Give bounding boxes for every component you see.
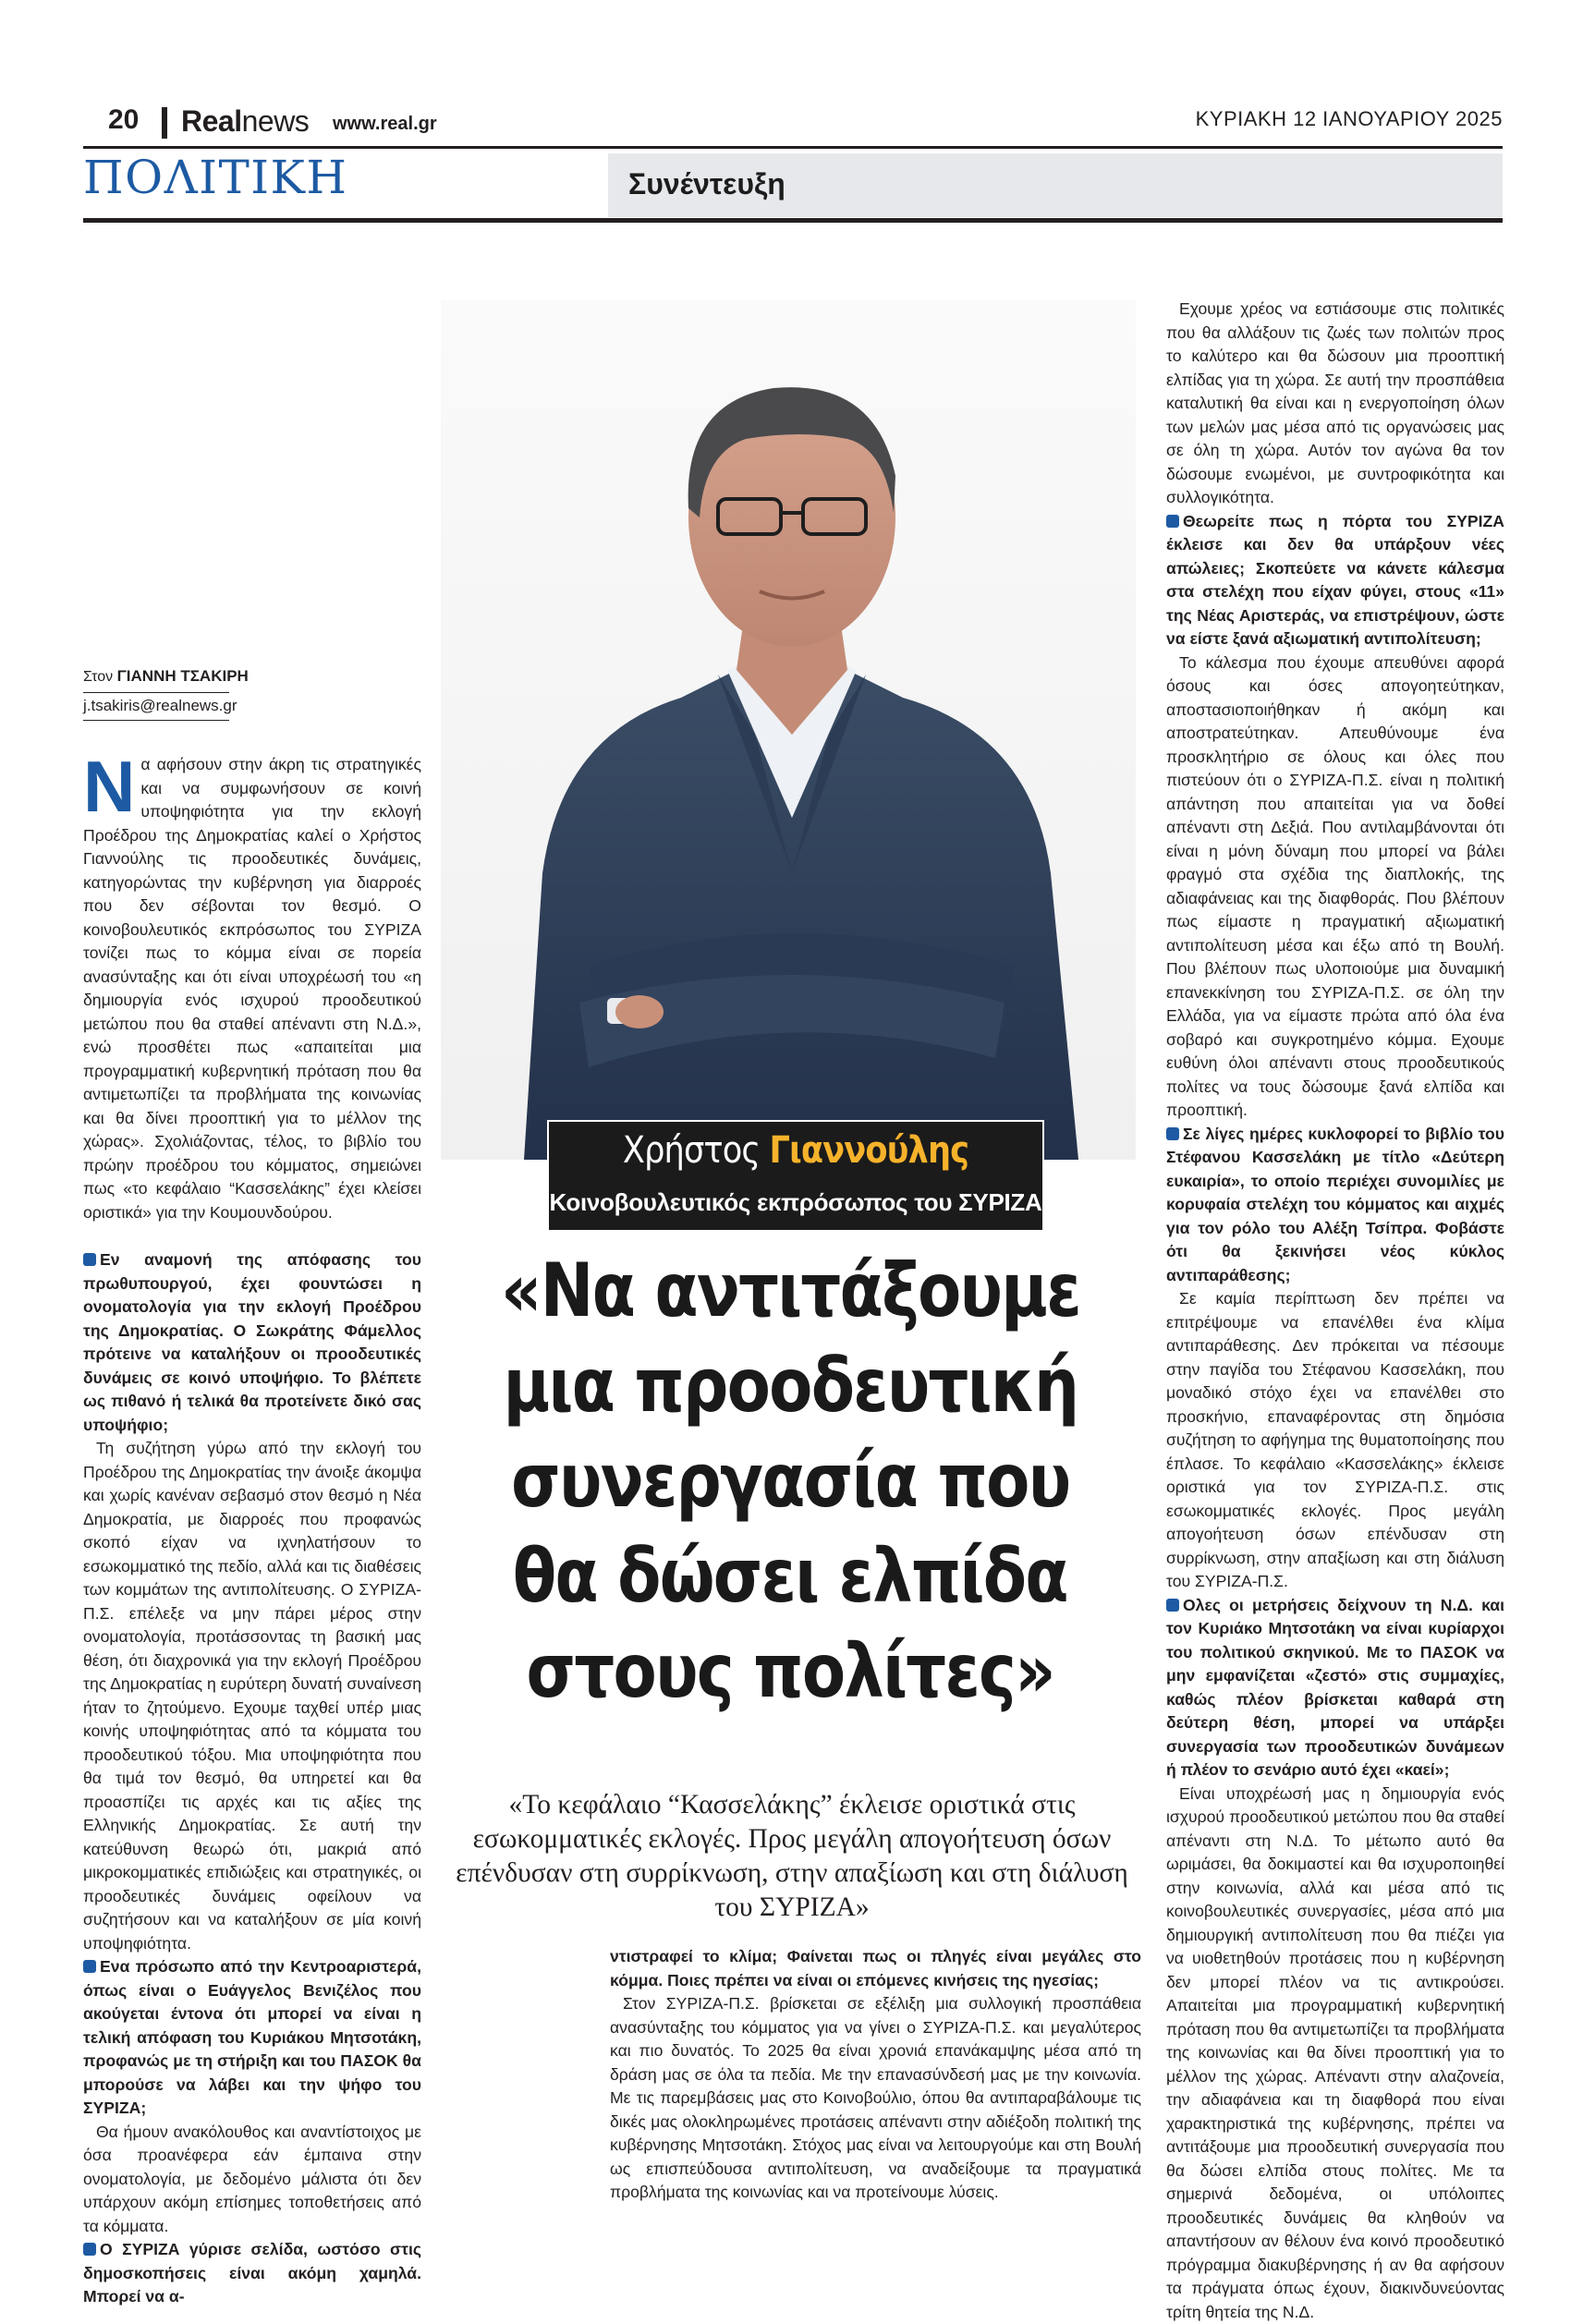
top-rule bbox=[83, 146, 1503, 149]
article-column-2 bbox=[610, 1945, 1141, 2205]
answer: Εχουμε χρέος να εστιάσουμε στις πολιτικές που θα αλλάξουν τις ζωές των πολιτών προς το καλύτερο και θα δώσουν μια προοπτική ελπίδας για τη χώρα. Σε αυτή την προσπάθεια καταλυτική θα είναι και η ενεργοποίηση όλων των μελών μας μέσα από τις οργανώσεις μας σε όλη τη χώρα. Αυτόν τον αγώνα θα τον δώσουμε ενωμένοι, με συντροφικότητα και συλλογικότητα. bbox=[1166, 298, 1504, 510]
question: ντιστραφεί το κλίμα; Φαίνεται πως οι πληγές είναι μεγάλες στο κόμμα. Ποιες πρέπει να είναι οι επόμενες κινήσεις της ηγεσίας; bbox=[610, 1945, 1141, 1992]
answer: Στον ΣΥΡΙΖΑ-Π.Σ. βρίσκεται σε εξέλιξη μια συλλογική προσπάθεια ανασύνταξης του κόμματος για να γίνει ο ΣΥΡΙΖΑ-Π.Σ. και μεγαλύτερος και πιο δυνατός. Το 2025 θα είναι χρονιά επανάκαμψης μέσα από τη δράση μας σε όλα τα πεδία. Με την επανασύνδεσή μας με την κοινωνία. Με τις παρεμβάσεις μας στο Κοινοβούλιο, όπου θα αντιπαραβάλουμε τις δικές μας ολοκληρωμένες προτάσεις απέναντι στην αδιέξοδη πολιτική της κυβέρνησης Μητσοτάκη. Στόχος μας είναι να λειτουργούμε και στη Βουλή ως επισπεύδουσα αντιπολίτευση, να αναδείξουμε τα πραγματικά προβλήματα της κοινωνίας και να προτείνουμε λύσεις. bbox=[610, 1992, 1141, 2205]
question-bullet-icon bbox=[83, 1960, 96, 1973]
brand-logo: Realnews bbox=[181, 104, 309, 139]
drop-cap: Ν bbox=[83, 756, 135, 817]
answer: Είναι υποχρέωσή μας η δημιουργία ενός ισχυρού προοδευτικού μετώπου που θα σταθεί απέναντι στη Ν.Δ. Το μέτωπο αυτό θα ωριμάσει, θα δοκιμαστεί και θα ισχυροποιηθεί στην κοινωνία, αλλά και μέσα από τις κοινοβουλευτικές συνεργασίες, μέσα από μια δημιουργική αντιπολίτευση που θα πιέζει για να υιοθετηθούν προτάσεις που η κυβέρνηση δεν μπορεί πλέον να τις αντικρούσει. Απαιτείται μια προγραμματική κυβερνητική πρόταση που θα αντιμετωπίζει τα προβλήματα της κοινωνίας και θα δίνει προοπτική για το μέλλον της χώρας. Απέναντι στην αλαζονεία, την αδιαφάνεια και τη διαφθορά που είναι χαρακτηριστικά της κυβέρνησης, πρέπει να αντιτάξουμε μια προοδευτική συνεργασία που θα δώσει ελπίδα στους πολίτες. Με τα σημερινά δεδομένα, οι υπόλοιπες προοδευτικές δυνάμεις θα κληθούν να απαντήσουν αν θέλουν ένα κοινό προοδευτικό πρόγραμμα διακυβέρνησης ή αν θα αφήσουν τα πράγματα όπως έχουν, διακινδυνεύοντας τρίτη θητεία της Ν.Δ. bbox=[1166, 1783, 1504, 2324]
question: Θεωρείτε πως η πόρτα του ΣΥΡΙΖΑ έκλεισε και δεν θα υπάρξουν νέες απώλειες; Σκοπεύετε να κάνετε κάλεσμα στα στελέχη που είχαν φύγει, στους «11» της Νέας Αριστεράς, να επιστρέψουν, ώστε να είστε ξανά αξιωματική αντιπολίτευση; bbox=[1166, 510, 1504, 651]
question-bullet-icon bbox=[83, 1253, 96, 1266]
pull-quote: «Το κεφάλαιο “Κασσελάκης” έκλεισε οριστικά στις εσωκομματικές εκλογές. Προς μεγάλη απογοήτευση όσων επένδυσαν στη συρρίκνωση, στην απαξίωση και στη διάλυση του ΣΥΡΙΖΑ» bbox=[455, 1788, 1129, 1925]
question-bullet-icon bbox=[1166, 1599, 1179, 1612]
issue-date: ΚΥΡΙΑΚΗ 12 ΙΑΝΟΥΑΡΙΟΥ 2025 bbox=[1196, 107, 1503, 131]
interviewee-name: Χρήστος Γιαννούλης bbox=[578, 1129, 1013, 1172]
answer: Θα ήμουν ανακόλουθος και αναντίστοιχος με όσα προανέφερα εάν έμπαινα στην ονοματολογία, με δεδομένο μάλιστα ότι δεν υπάρχουν ακόμη επίσημες τοποθετήσεις από τα κόμματα. bbox=[83, 2121, 421, 2239]
headline-line: συνεργασία που bbox=[511, 1433, 1069, 1528]
page-number: 20 bbox=[108, 104, 139, 136]
masthead-separator bbox=[162, 107, 167, 139]
headline-line: «Να αντιτάξουμε bbox=[501, 1243, 1080, 1338]
headline-line: στους πολίτες» bbox=[526, 1624, 1053, 1719]
question: Σε λίγες ημέρες κυκλοφορεί το βιβλίο του Στέφανου Κασσελάκη με τίτλο «Δεύτερη ευκαιρία», το οποίο περιέχει συνομιλίες με κορυφαία στελέχη του κόμματος και αιχμές για τον ρόλο του Αλέξη Τσίπρα. Φοβάστε ότι θα ξεκινήσει νέος κύκλος αντιπαράθεσης; bbox=[1166, 1123, 1504, 1288]
answer: Το κάλεσμα που έχουμε απευθύνει αφορά όσους και όσες απογοητεύτηκαν, αποστασιοποιήθηκαν ή ακόμη και αποστρατεύτηκαν. Απευθύνουμε ένα προσκλητήριο σε όλους και όλες που πιστεύουν ότι ο ΣΥΡΙΖΑ-Π.Σ. είναι η πολιτική απάντηση που απαιτείται για να δοθεί απέναντι στη Δεξιά. Που αντιλαμβάνονται ότι είναι η μόνη δύναμη που μπορεί να βάλει φραγμό στα σχέδια της διαπλοκής, της αδιαφάνειας και της διαφθοράς. Που βλέπουν πως είμαστε η πραγματική αξιωματική αντιπολίτευση μέσα και έξω από τη Βουλή. Που βλέπουν πως υλοποιούμε μια δυναμική επανεκκίνηση του ΣΥΡΙΖΑ-Π.Σ. σε όλη την Ελλάδα, για να είμαστε πρώτα από όλα ένα σοβαρό και συγκροτημένο κόμμα. Εχουμε ευθύνη όλοι απέναντι στους προοδευτικούς πολίτες να τους δώσουμε ξανά ελπίδα και προοπτική. bbox=[1166, 651, 1504, 1123]
article-column-3 bbox=[1166, 298, 1504, 2324]
headline-line: μια προοδευτική bbox=[503, 1338, 1078, 1433]
question: Ο ΣΥΡΙΖΑ γύρισε σελίδα, ωστόσο στις δημοσκοπήσεις είναι ακόμη χαμηλά. Μπορεί να α- bbox=[83, 2238, 421, 2309]
site-url: www.real.gr bbox=[333, 114, 437, 135]
question-bullet-icon bbox=[1166, 1127, 1179, 1140]
byline-rule bbox=[83, 720, 229, 721]
question: Ολες οι μετρήσεις δείχνουν τη Ν.Δ. και τον Κυριάκο Μητσοτάκη να είναι κυρίαρχοι του πολιτικού σκηνικού. Με το ΠΑΣΟΚ να μην εμφανίζεται «ζεστό» στις συμμαχίες, καθώς πλέον βρίσκεται καθαρά στη δεύτερη θέση, μπορεί να υπάρξει συνεργασία των προοδευτικών δυνάμεων ή πλέον το σενάριο αυτό έχει «καεί»; bbox=[1166, 1594, 1504, 1783]
section-title: ΠΟΛΙΤΙΚΗ bbox=[83, 151, 348, 204]
question-bullet-icon bbox=[83, 2243, 96, 2256]
nameplate bbox=[547, 1120, 1044, 1232]
headline-line: θα δώσει ελπίδα bbox=[513, 1528, 1067, 1624]
article-column-1 bbox=[83, 753, 421, 2309]
question-bullet-icon bbox=[1166, 515, 1179, 528]
answer: Τη συζήτηση γύρω από την εκλογή του Προέδρου της Δημοκρατίας την άνοιξε άκομψα και χωρίς κανέναν σεβασμό στον θεσμό η Νέα Δημοκρατία, με διαρροές που προφανώς σκοπό είχαν να ιχνηλατήσουν το εσωκομματικό της πεδίο, αλλά και τις διαθέσεις των κομμάτων της αντιπολίτευσης. Ο ΣΥΡΙΖΑ-Π.Σ. επέλεξε να μην πάρει μέρος στην ονοματολογία, προτάσσοντας τη βασική μας θέση, ότι διαχρονικά για την εκλογή Προέδρου της Δημοκρατίας η ευρύτερη δυνατή συναίνεση ήταν το ζητούμενο. Εχουμε ταχθεί υπέρ μιας κοινής υποψηφιότητας από τα κόμματα του προοδευτικού τόξου. Μια υποψηφιότητα που θα τιμά τον θεσμό, θα υπηρετεί και θα προασπίζει τις αρχές και τις αξίες της Ελληνικής Δημοκρατίας. Σε αυτή την κατεύθυνση θεωρώ ότι, μακριά από μικροκομματικές επιδιώξεις και στρατηγικές, οι προοδευτικές δυνάμεις οφείλουν να συζητήσουν και να καταλήξουν σε μία κοινή υποψηφιότητα. bbox=[83, 1437, 421, 1955]
intro-paragraph: Να αφήσουν στην άκρη τις στρατηγικές και να συμφωνήσουν σε κοινή υποψηφιότητα για την εκλογή Προέδρου της Δημοκρατίας καλεί ο Χρήστος Γιαννούλης τις προοδευτικές δυνάμεις, κατηγορώντας την κυβέρνηση για διαρροές που δεν σέβονται τον θεσμό. Ο κοινοβουλευτικός εκπρόσωπος του ΣΥΡΙΖΑ τονίζει πως το κόμμα είναι σε πορεία ανασύνταξης και ότι είναι υποχρέωσή του «η δημιουργία ενός ισχυρού προοδευτικού μετώπου που θα σταθεί απέναντι στη Ν.Δ.», ενώ προσθέτει πως «απαιτείται μια προγραμματική κυβερνητική πρόταση που θα αντιμετωπίζει τα προβλήματα της κοινωνίας και θα δίνει προοπτική για το μέλλον της χώρας». Σχολιάζοντας, τέλος, το βιβλίο του πρώην προέδρου του κόμματος, σημειώνει πως «το κεφάλαιο “Κασσελάκης” έχει κλείσει οριστικά» για την Κουμουνδούρου. bbox=[83, 753, 421, 1224]
interviewee-role: Κοινοβουλευτικός εκπρόσωπος του ΣΥΡΙΖΑ bbox=[549, 1188, 1042, 1217]
byline-rule bbox=[83, 692, 229, 693]
question: Ενα πρόσωπο από την Κεντροαριστερά, όπως είναι ο Ευάγγελος Βενιζέλος που ακούγεται έντονα ότι μπορεί να είναι η τελική απόφαση του Κυριάκου Μητσοτάκη, προφανώς με τη στήριξη και του ΠΑΣΟΚ θα μπορούσε να λάβει και την ψήφο του ΣΥΡΙΖΑ; bbox=[83, 1955, 421, 2121]
answer: Σε καμία περίπτωση δεν πρέπει να επιτρέψουμε να επανέλθει ένα κλίμα αντιπαράθεσης. Δεν πρόκειται να πέσουμε στην παγίδα του Στέφανου Κασσελάκη, που μοναδικό στόχο έχει να επανέλθει στο προσκήνιο, επαναφέροντας στη δημόσια συζήτηση το αφήγημα της θυματοποίησης που έπλασε. Το κεφάλαιο «Κασσελάκης» έκλεισε οριστικά για τον ΣΥΡΙΖΑ-Π.Σ. στις εσωκομματικές εκλογές. Προς μεγάλη απογοήτευση όσων επένδυσαν στη συρρίκνωση, στην απαξίωση και στη διάλυση του ΣΥΡΙΖΑ-Π.Σ. bbox=[1166, 1287, 1504, 1594]
byline: Στον ΓΙΑΝΝΗ ΤΣΑΚΙΡΗ bbox=[83, 667, 249, 686]
author-email: j.tsakiris@realnews.gr bbox=[83, 697, 237, 715]
headline bbox=[434, 1243, 1146, 1719]
portrait-photo bbox=[441, 300, 1136, 1160]
question: Εν αναμονή της απόφασης του πρωθυπουργού, έχει φουντώσει η ονοματολογία για την εκλογή Προέδρου της Δημοκρατίας. Ο Σωκράτης Φάμελλος πρότεινε να καταλήξουν οι προοδευτικές δυνάμεις σε κοινό υποψήφιο. Το βλέπετε ως πιθανό ή τελικά θα προτείνετε δικό σας υποψήφιο; bbox=[83, 1248, 421, 1437]
header-rule bbox=[83, 218, 1503, 223]
kicker: Συνέντευξη bbox=[628, 167, 785, 201]
